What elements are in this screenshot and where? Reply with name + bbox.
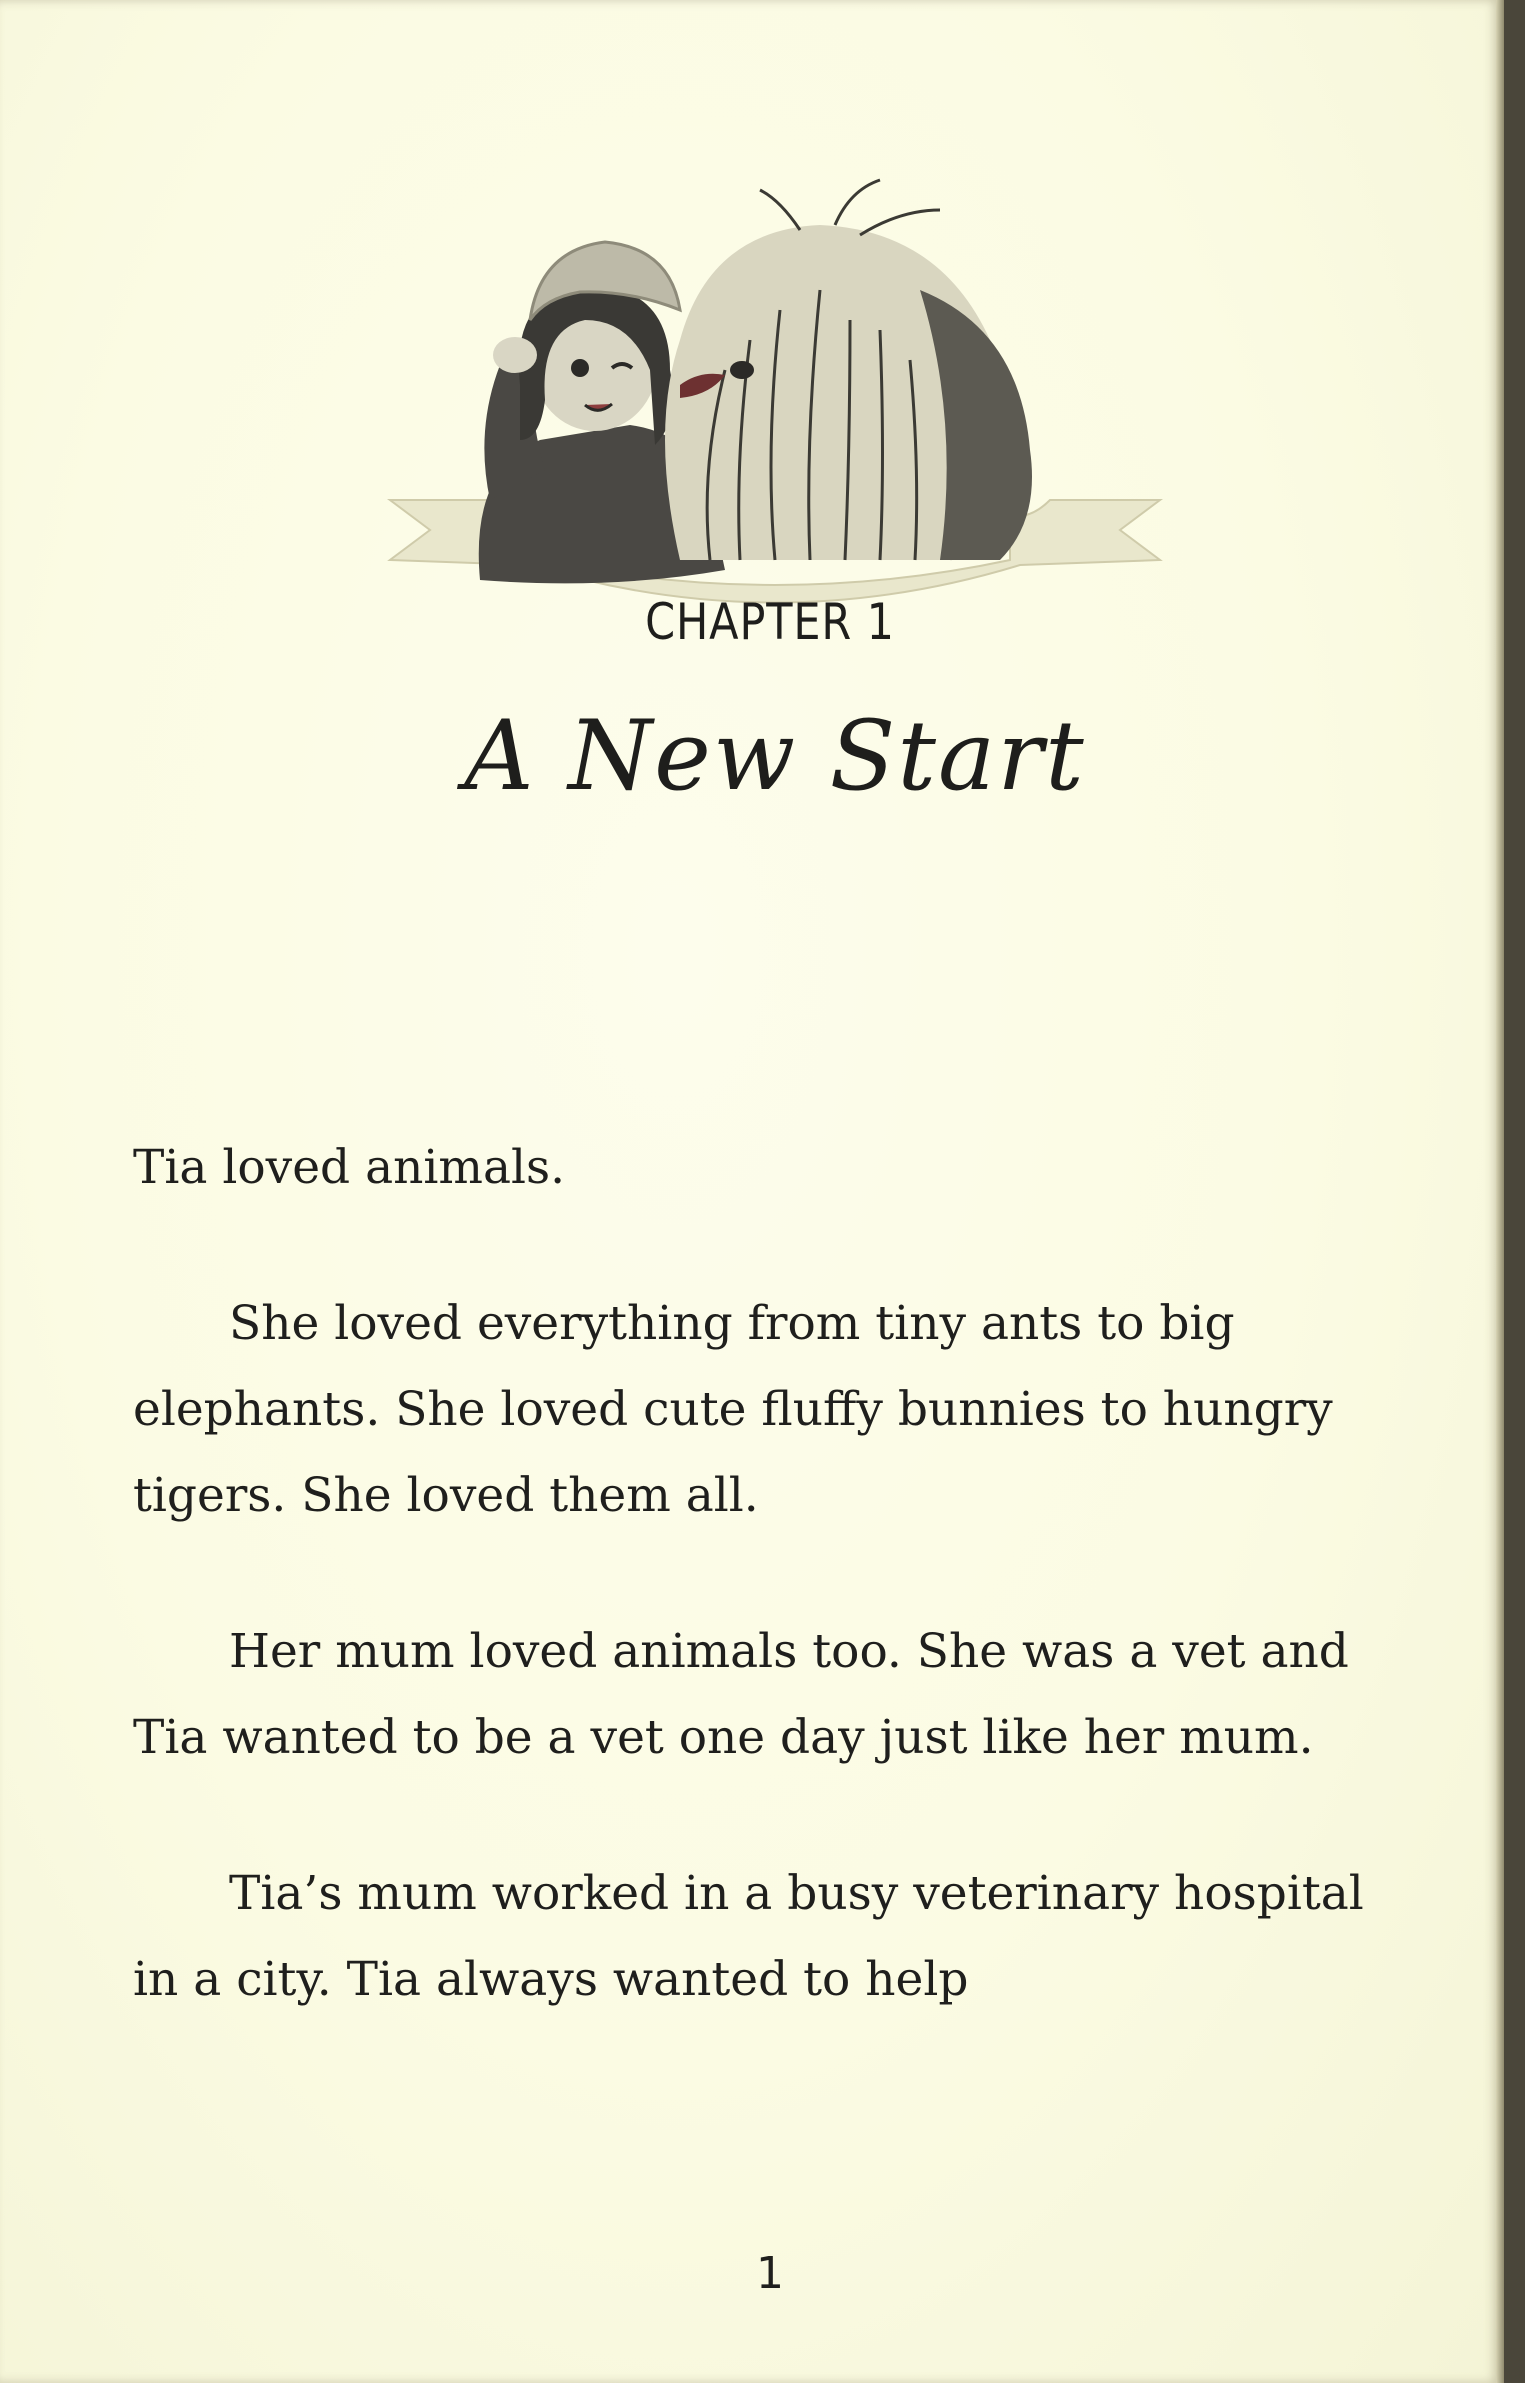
paragraph: Her mum loved animals too. She was a vet and Tia wanted to be a vet one day just like her mum. bbox=[133, 1624, 1349, 1765]
paragraph: Tia loved animals. bbox=[133, 1140, 566, 1195]
chapter-title: A New Start bbox=[464, 700, 1086, 812]
girl-hand bbox=[493, 337, 537, 373]
paragraph: She loved everything from tiny ants to big elephants. She loved cute fluffy bunnies to hungry tigers. She loved them all. bbox=[133, 1296, 1333, 1523]
story-text bbox=[133, 1125, 1413, 2093]
paragraph: Tia’s mum worked in a busy veterinary hospital in a city. Tia always wanted to help bbox=[133, 1866, 1364, 2007]
page-number: 1 bbox=[756, 2248, 784, 2299]
dog-nose bbox=[730, 361, 754, 379]
page-edge bbox=[1496, 0, 1504, 2383]
girl-eye bbox=[571, 359, 589, 377]
chapter-label: CHAPTER 1 bbox=[645, 593, 895, 651]
